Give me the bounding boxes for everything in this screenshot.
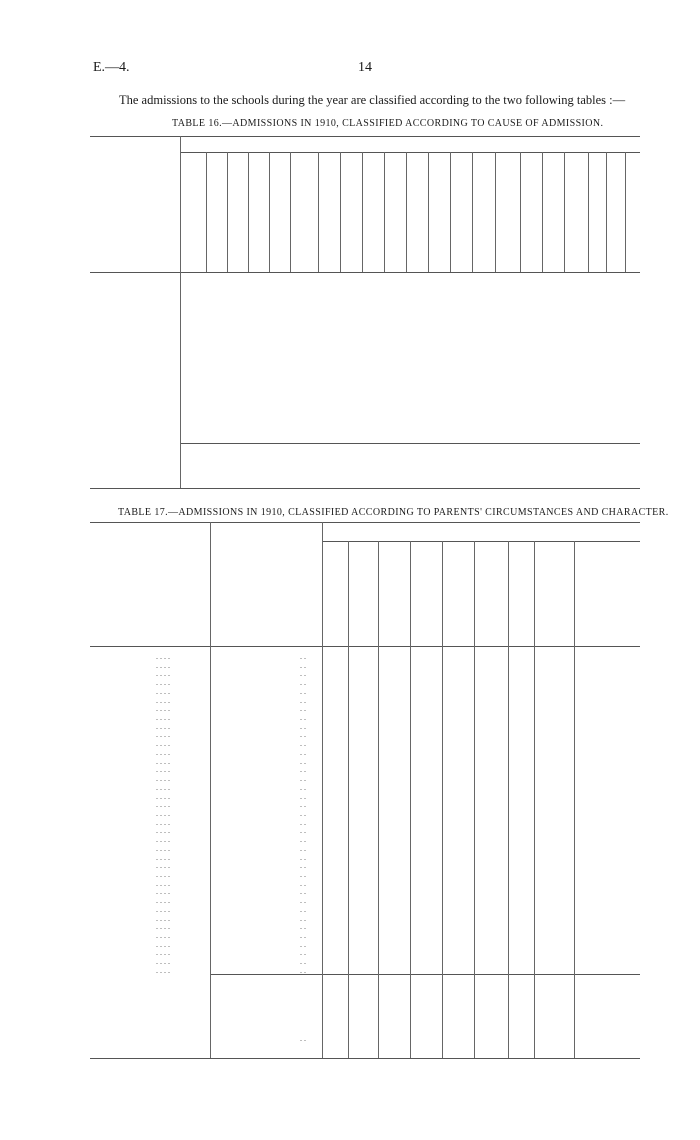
- table17-mother-dots: . .: [300, 887, 306, 897]
- table17-mother-dots: . .: [300, 678, 306, 688]
- table17-father-dots: . . . .: [156, 965, 170, 975]
- table16-col-rule: [384, 152, 385, 272]
- table17-mother-dots: . .: [300, 896, 306, 906]
- table16-col-rule: [406, 152, 407, 272]
- table16-col-rule: [564, 152, 565, 272]
- table17-mother-dots: . .: [300, 913, 306, 923]
- table17-father-dots: . . . .: [156, 686, 170, 696]
- table16-col-rule: [318, 152, 319, 272]
- table17-caption: TABLE 17.—ADMISSIONS IN 1910, CLASSIFIED ACCORDING TO PARENTS' CIRCUMSTANCES AND CHARACTER.: [118, 507, 669, 518]
- table17-mother-dots: . .: [300, 739, 306, 749]
- table17-col-rule: [574, 541, 575, 1058]
- table17-mother-dots: . .: [300, 835, 306, 845]
- table17-father-dots: . . . .: [156, 678, 170, 688]
- table17-father-dots: . . . .: [156, 843, 170, 853]
- table17-father-dots: . . . .: [156, 896, 170, 906]
- table17-father-dots: . . . .: [156, 765, 170, 775]
- table16-col-rule: [472, 152, 473, 272]
- table17-mother-dots: . .: [300, 870, 306, 879]
- table16-col-rule: [206, 152, 207, 272]
- table16-col-rule: [290, 152, 291, 272]
- table17-father-dots: . . . .: [156, 669, 170, 679]
- table17-col-rule: [534, 541, 535, 1058]
- table17-father-dots: . . . .: [156, 756, 170, 766]
- table17-col-rule: [474, 541, 475, 1058]
- table17-father-dots: . . . .: [156, 800, 170, 810]
- table17-father-dots: . . . .: [156, 652, 170, 661]
- table17-mother-dots: . .: [300, 852, 306, 862]
- table17-col-rule: [508, 541, 509, 1058]
- table17-father-dots: . . . .: [156, 695, 170, 705]
- table16-rule-group: [180, 152, 640, 153]
- table16-rule-sex: [90, 272, 640, 273]
- table17-father-dots: . . . .: [156, 660, 170, 670]
- table17-totals-dots: . .: [300, 1034, 306, 1043]
- table16-rule-top: [90, 136, 640, 137]
- table17-mother-dots: . .: [300, 695, 306, 705]
- table16-rule-totals: [180, 443, 640, 444]
- table16-col-rule: [227, 152, 228, 272]
- table17-mother-dots: . .: [300, 652, 306, 661]
- table17-father-dots: . . . .: [156, 721, 170, 731]
- table16-caption: TABLE 16.—ADMISSIONS IN 1910, CLASSIFIED ACCORDING TO CAUSE OF ADMISSION.: [172, 118, 604, 129]
- table17-mother-dots: . .: [300, 721, 306, 731]
- table16-col-rule: [606, 152, 607, 272]
- table17-mother-dots: . .: [300, 791, 306, 801]
- table17-father-dots: . . . .: [156, 739, 170, 749]
- table17-col-rule: [378, 541, 379, 1058]
- table17-father-dots: . . . .: [156, 774, 170, 784]
- table17-mother-dots: . .: [300, 826, 306, 836]
- table17-rule-group: [322, 541, 640, 542]
- table17-col-rule: [442, 541, 443, 1058]
- table17-father-dots: . . . .: [156, 826, 170, 836]
- table17-mother-dots: . .: [300, 774, 306, 784]
- table17-col-rule: [322, 522, 323, 1058]
- table17-father-dots: . . . .: [156, 852, 170, 862]
- table17-mother-dots: . .: [300, 878, 306, 888]
- table17-mother-dots: . .: [300, 747, 306, 757]
- table17-father-dots: . . . .: [156, 922, 170, 932]
- table17-father-dots: . . . .: [156, 939, 170, 949]
- table16-col-rule: [625, 152, 626, 272]
- table17-rule-bottom: [90, 1058, 640, 1059]
- table16-col-rule: [340, 152, 341, 272]
- table17-father-dots: . . . .: [156, 913, 170, 923]
- table16-col-rule: [180, 136, 181, 488]
- table17-father-dots: . . . .: [156, 948, 170, 958]
- table17-mother-dots: . .: [300, 843, 306, 853]
- table17-mother-dots: . .: [300, 948, 306, 958]
- table17-rule-totals: [210, 974, 640, 975]
- table16-rule-bottom: [90, 488, 640, 489]
- table17-mother-dots: . .: [300, 861, 306, 871]
- table17-mother-dots: . .: [300, 765, 306, 775]
- table17-father-dots: . . . .: [156, 817, 170, 827]
- table17-mother-dots: . .: [300, 669, 306, 679]
- table16-col-rule: [450, 152, 451, 272]
- table17-mother-dots: . .: [300, 817, 306, 827]
- table17-father-dots: . . . .: [156, 861, 170, 871]
- table17-mother-dots: . .: [300, 957, 306, 967]
- table16-col-rule: [248, 152, 249, 272]
- table17-father-dots: . . . .: [156, 887, 170, 897]
- table17-mother-dots: . .: [300, 756, 306, 766]
- table17-mother-dots: . .: [300, 965, 306, 975]
- table16-col-rule: [269, 152, 270, 272]
- table17-mother-dots: . .: [300, 782, 306, 792]
- table17-mother-dots: . .: [300, 704, 306, 714]
- table17-col-rule: [410, 541, 411, 1058]
- table17-father-dots: . . . .: [156, 704, 170, 714]
- table17-father-dots: . . . .: [156, 791, 170, 801]
- table17-father-dots: . . . .: [156, 782, 170, 792]
- table17-mother-dots: . .: [300, 713, 306, 723]
- table17-father-dots: . . . .: [156, 835, 170, 845]
- page-reference: E.—4.: [93, 60, 130, 75]
- table17-father-dots: . . . .: [156, 957, 170, 967]
- table17-mother-dots: . .: [300, 660, 306, 670]
- table17-father-dots: . . . .: [156, 904, 170, 914]
- table16-col-rule: [520, 152, 521, 272]
- table16-col-rule: [428, 152, 429, 272]
- table16-col-rule: [588, 152, 589, 272]
- intro-paragraph: [93, 94, 633, 107]
- table17-father-dots: . . . .: [156, 870, 170, 879]
- table17-mother-dots: . .: [300, 800, 306, 810]
- table17-rule-top: [90, 522, 640, 523]
- table17-father-dots: . . . .: [156, 730, 170, 740]
- table17-father-dots: . . . .: [156, 808, 170, 818]
- table17-mother-dots: . .: [300, 939, 306, 949]
- table16-col-rule: [495, 152, 496, 272]
- table17-col-rule: [210, 522, 211, 1058]
- table17-mother-dots: . .: [300, 931, 306, 941]
- intro-text: The admissions to the schools during the year are classified according to the two following tables :—: [119, 93, 626, 107]
- table17-col-rule: [348, 541, 349, 1058]
- page-number: 14: [358, 60, 372, 75]
- table17-mother-dots: . .: [300, 730, 306, 740]
- table17-father-dots: . . . .: [156, 931, 170, 941]
- table17-mother-dots: . .: [300, 686, 306, 696]
- table17-father-dots: . . . .: [156, 713, 170, 723]
- table17-mother-dots: . .: [300, 808, 306, 818]
- table17-father-dots: . . . .: [156, 747, 170, 757]
- table17-father-dots: . . . .: [156, 878, 170, 888]
- table16-col-rule: [362, 152, 363, 272]
- table17-mother-dots: . .: [300, 922, 306, 932]
- table17-rule-head: [90, 646, 640, 647]
- table16-col-rule: [542, 152, 543, 272]
- table17-mother-dots: . .: [300, 904, 306, 914]
